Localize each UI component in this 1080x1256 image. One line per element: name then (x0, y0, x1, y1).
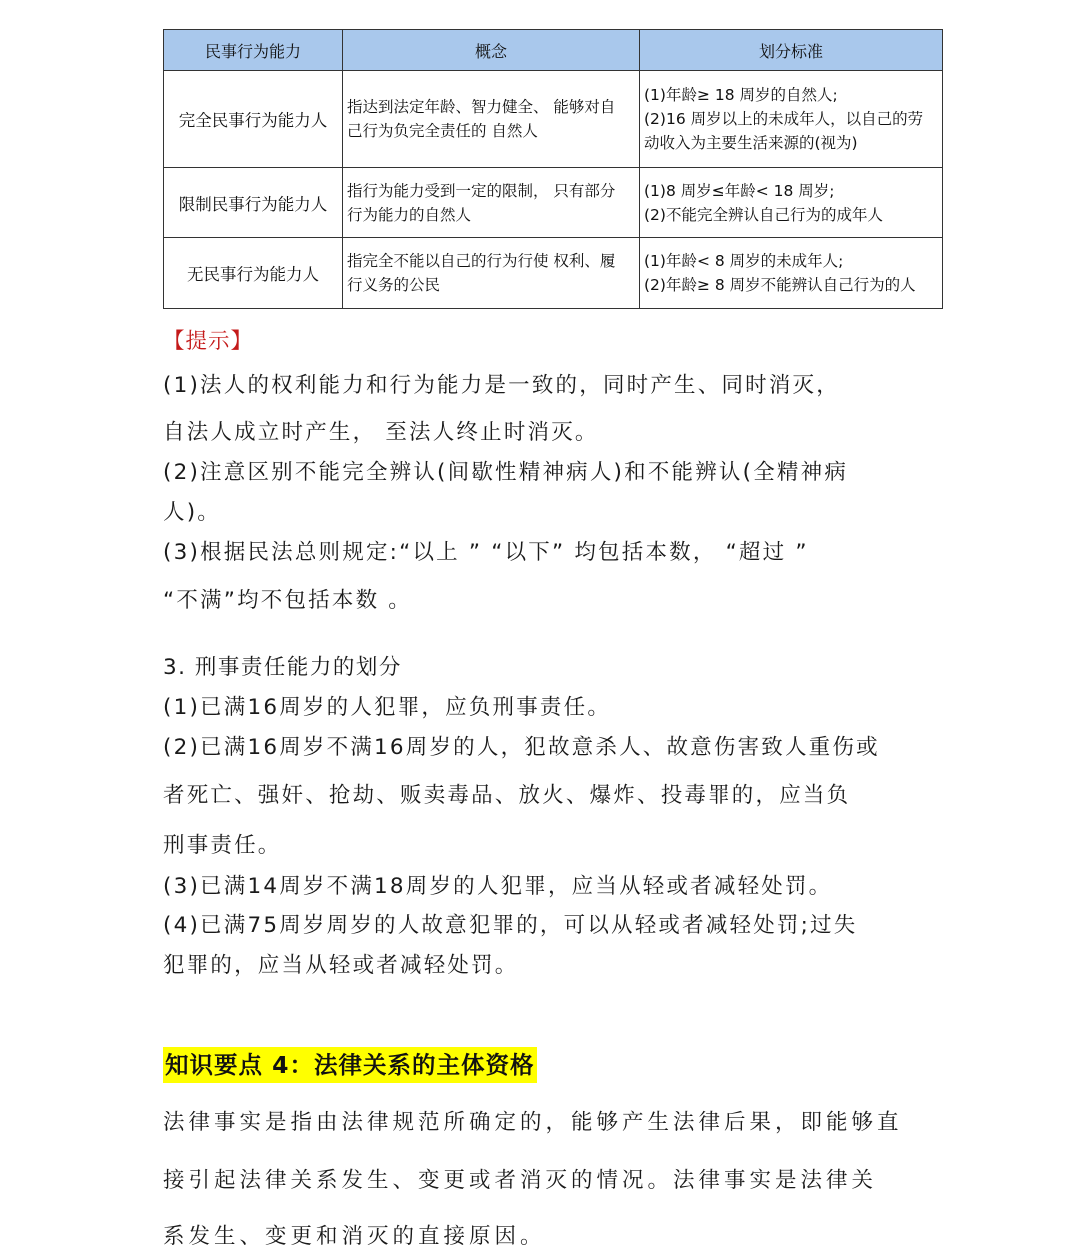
row-name: 限制民事行为能力人 (164, 168, 343, 238)
row-name: 完全民事行为能力人 (164, 71, 343, 168)
section-title: 3. 刑事责任能力的划分 (163, 655, 402, 680)
concept-line: 己行为负完全责任的 自然人 (347, 122, 538, 140)
concept-line: 指完全不能以自己的行为行使 权利、履 (347, 252, 616, 270)
criminal-line: 刑事责任。 (163, 833, 282, 858)
knowledge-heading: 知识要点 4：法律关系的主体资格 (163, 1047, 537, 1083)
criteria-line: (2)16 周岁以上的未成年人，以自己的劳 (644, 110, 924, 128)
table-header-row (164, 30, 943, 71)
concept-line: 指行为能力受到一定的限制， 只有部分 (347, 181, 616, 200)
criteria-line: (2)不能完全辨认自己行为的成年人 (644, 205, 883, 224)
concept-line: 指达到法定年龄、智力健全、 能够对自 (347, 98, 616, 116)
tip-line: (1)法人的权利能力和行为能力是一致的，同时产生、同时消灭， (163, 373, 840, 398)
tip-line: (3)根据民法总则规定:“以上 ” “以下” 均包括本数， “超过 ” (163, 540, 809, 565)
criteria-line: (2)年龄≥ 8 周岁不能辨认自己行为的人 (644, 276, 916, 294)
criteria-line: 动收入为主要生活来源的(视为) (644, 134, 858, 152)
row-name: 无民事行为能力人 (164, 238, 343, 309)
table-row (164, 168, 943, 238)
criminal-line: (2)已满16周岁不满16周岁的人，犯故意杀人、故意伤害致人重伤或 (163, 735, 880, 760)
row-concept (343, 238, 640, 309)
row-criteria (640, 71, 943, 168)
knowledge-line: 接引起法律关系发生、变更或者消灭的情况。法律事实是法律关 (163, 1168, 878, 1193)
knowledge-line: 法律事实是指由法律规范所确定的，能够产生法律后果，即能够直 (163, 1110, 903, 1135)
header-criteria: 划分标准 (640, 30, 943, 71)
criminal-line: (1)已满16周岁的人犯罪，应负刑事责任。 (163, 695, 612, 720)
criminal-line: 犯罪的，应当从轻或者减轻处罚。 (163, 953, 519, 978)
header-capacity: 民事行为能力 (164, 30, 343, 71)
row-criteria (640, 168, 943, 238)
header-concept: 概念 (343, 30, 640, 71)
table-row (164, 71, 943, 168)
concept-line: 行为能力的自然人 (347, 205, 472, 224)
tip-line: 自法人成立时产生， 至法人终止时消灭。 (163, 420, 599, 445)
row-concept (343, 71, 640, 168)
criteria-line: (1)年龄≥ 18 周岁的自然人; (644, 86, 838, 104)
criteria-line: (1)年龄< 8 周岁的未成年人; (644, 252, 844, 270)
criminal-line: 者死亡、强奸、抢劫、贩卖毒品、放火、爆炸、投毒罪的，应当负 (163, 783, 851, 808)
criminal-line: (4)已满75周岁周岁的人故意犯罪的，可以从轻或者减轻处罚;过失 (163, 913, 858, 938)
criminal-line: (3)已满14周岁不满18周岁的人犯罪，应当从轻或者减轻处罚。 (163, 874, 833, 899)
knowledge-line: 系发生、变更和消灭的直接原因。 (163, 1224, 546, 1249)
table-row (164, 238, 943, 309)
criteria-line: (1)8 周岁≤年龄< 18 周岁; (644, 181, 835, 200)
tip-line: 人)。 (163, 500, 221, 525)
tip-line: “不满”均不包括本数 。 (163, 588, 413, 613)
row-concept (343, 168, 640, 238)
capacity-table (163, 29, 943, 309)
row-criteria (640, 238, 943, 309)
tip-title: 【提示】 (163, 329, 254, 354)
tip-line: (2)注意区别不能完全辨认(间歇性精神病人)和不能辨认(全精神病 (163, 460, 849, 485)
concept-line: 行义务的公民 (347, 276, 441, 294)
